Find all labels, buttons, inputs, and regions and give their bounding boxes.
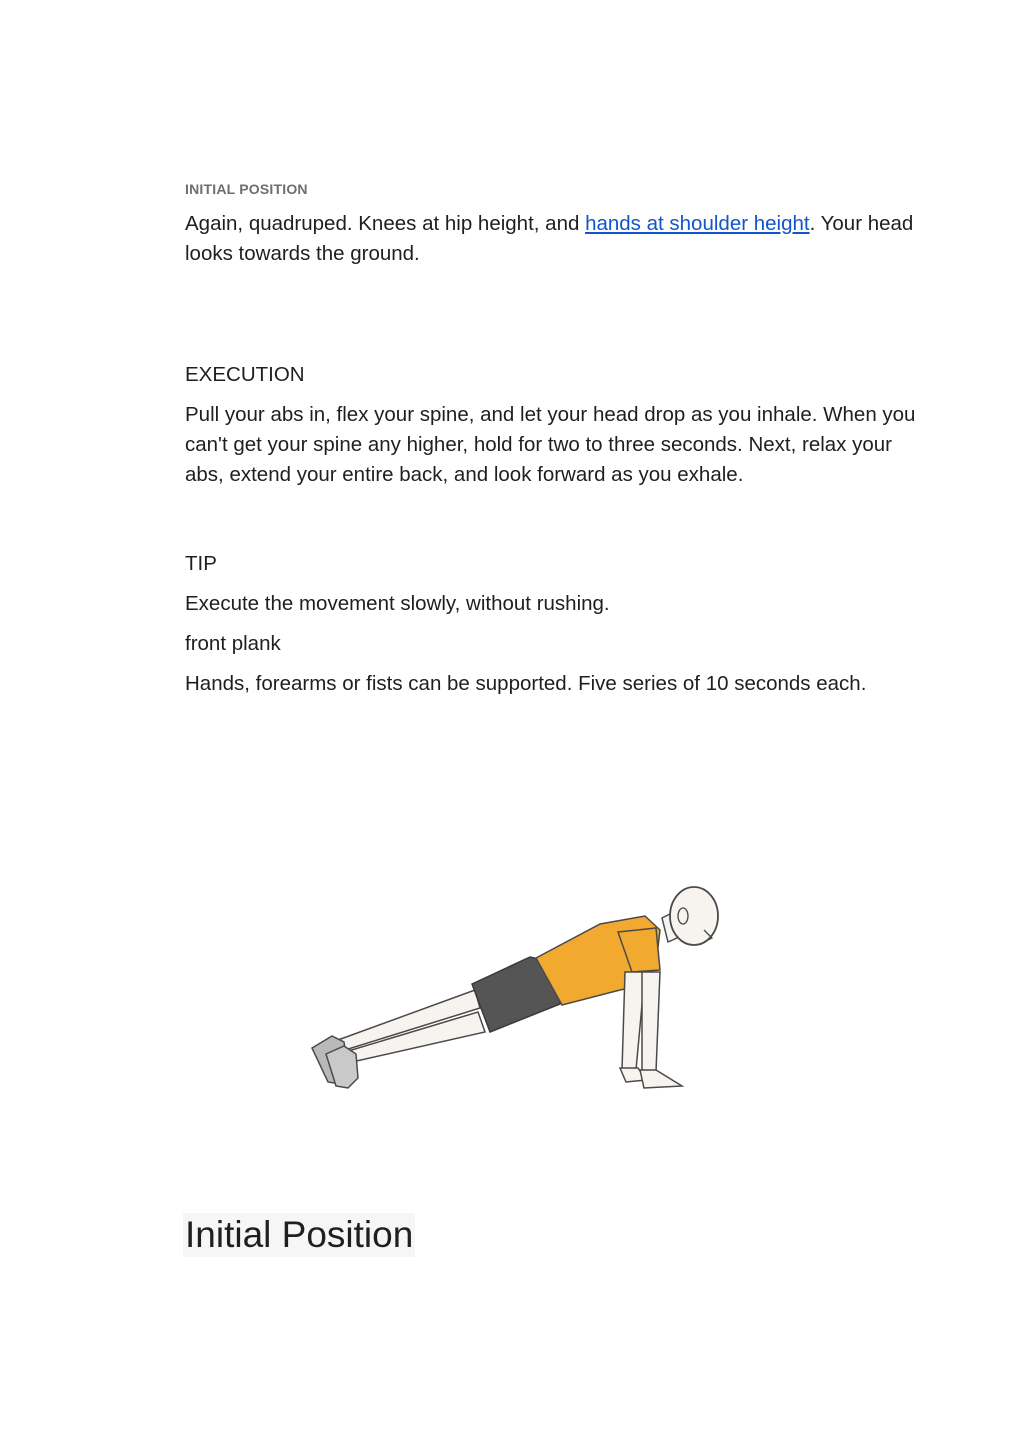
initial-position-heading: Initial Position xyxy=(185,1214,414,1255)
exercise-name: front plank xyxy=(185,632,281,655)
initial-position-text-start: Again, quadruped. Knees at hip height, and xyxy=(185,212,586,235)
ear xyxy=(678,908,688,924)
execution-paragraph: Pull your abs in, flex your spine, and let your head drop as you inhale. When you can't get your spine any higher, hold for two to three seconds. Next, relax your abs, extend your entire back, and look forward as you exhale. xyxy=(185,403,916,486)
front-arm xyxy=(642,972,660,1072)
front-plank-illustration xyxy=(300,872,740,1107)
front-hand xyxy=(640,1070,682,1088)
execution-heading: EXECUTION xyxy=(185,363,305,386)
tip-heading: TIP xyxy=(185,552,217,575)
tip-paragraph: Execute the movement slowly, without rushing. xyxy=(185,592,610,615)
shoulder-height-link[interactable]: hands at shoulder height xyxy=(585,212,810,235)
initial-position-text-end: . Your head looks towards the ground. xyxy=(185,212,914,265)
initial-position-label: INITIAL POSITION xyxy=(185,181,308,197)
initial-position-paragraph xyxy=(185,209,925,269)
exercise-description: Hands, forearms or fists can be supported. Five series of 10 seconds each. xyxy=(185,672,867,695)
